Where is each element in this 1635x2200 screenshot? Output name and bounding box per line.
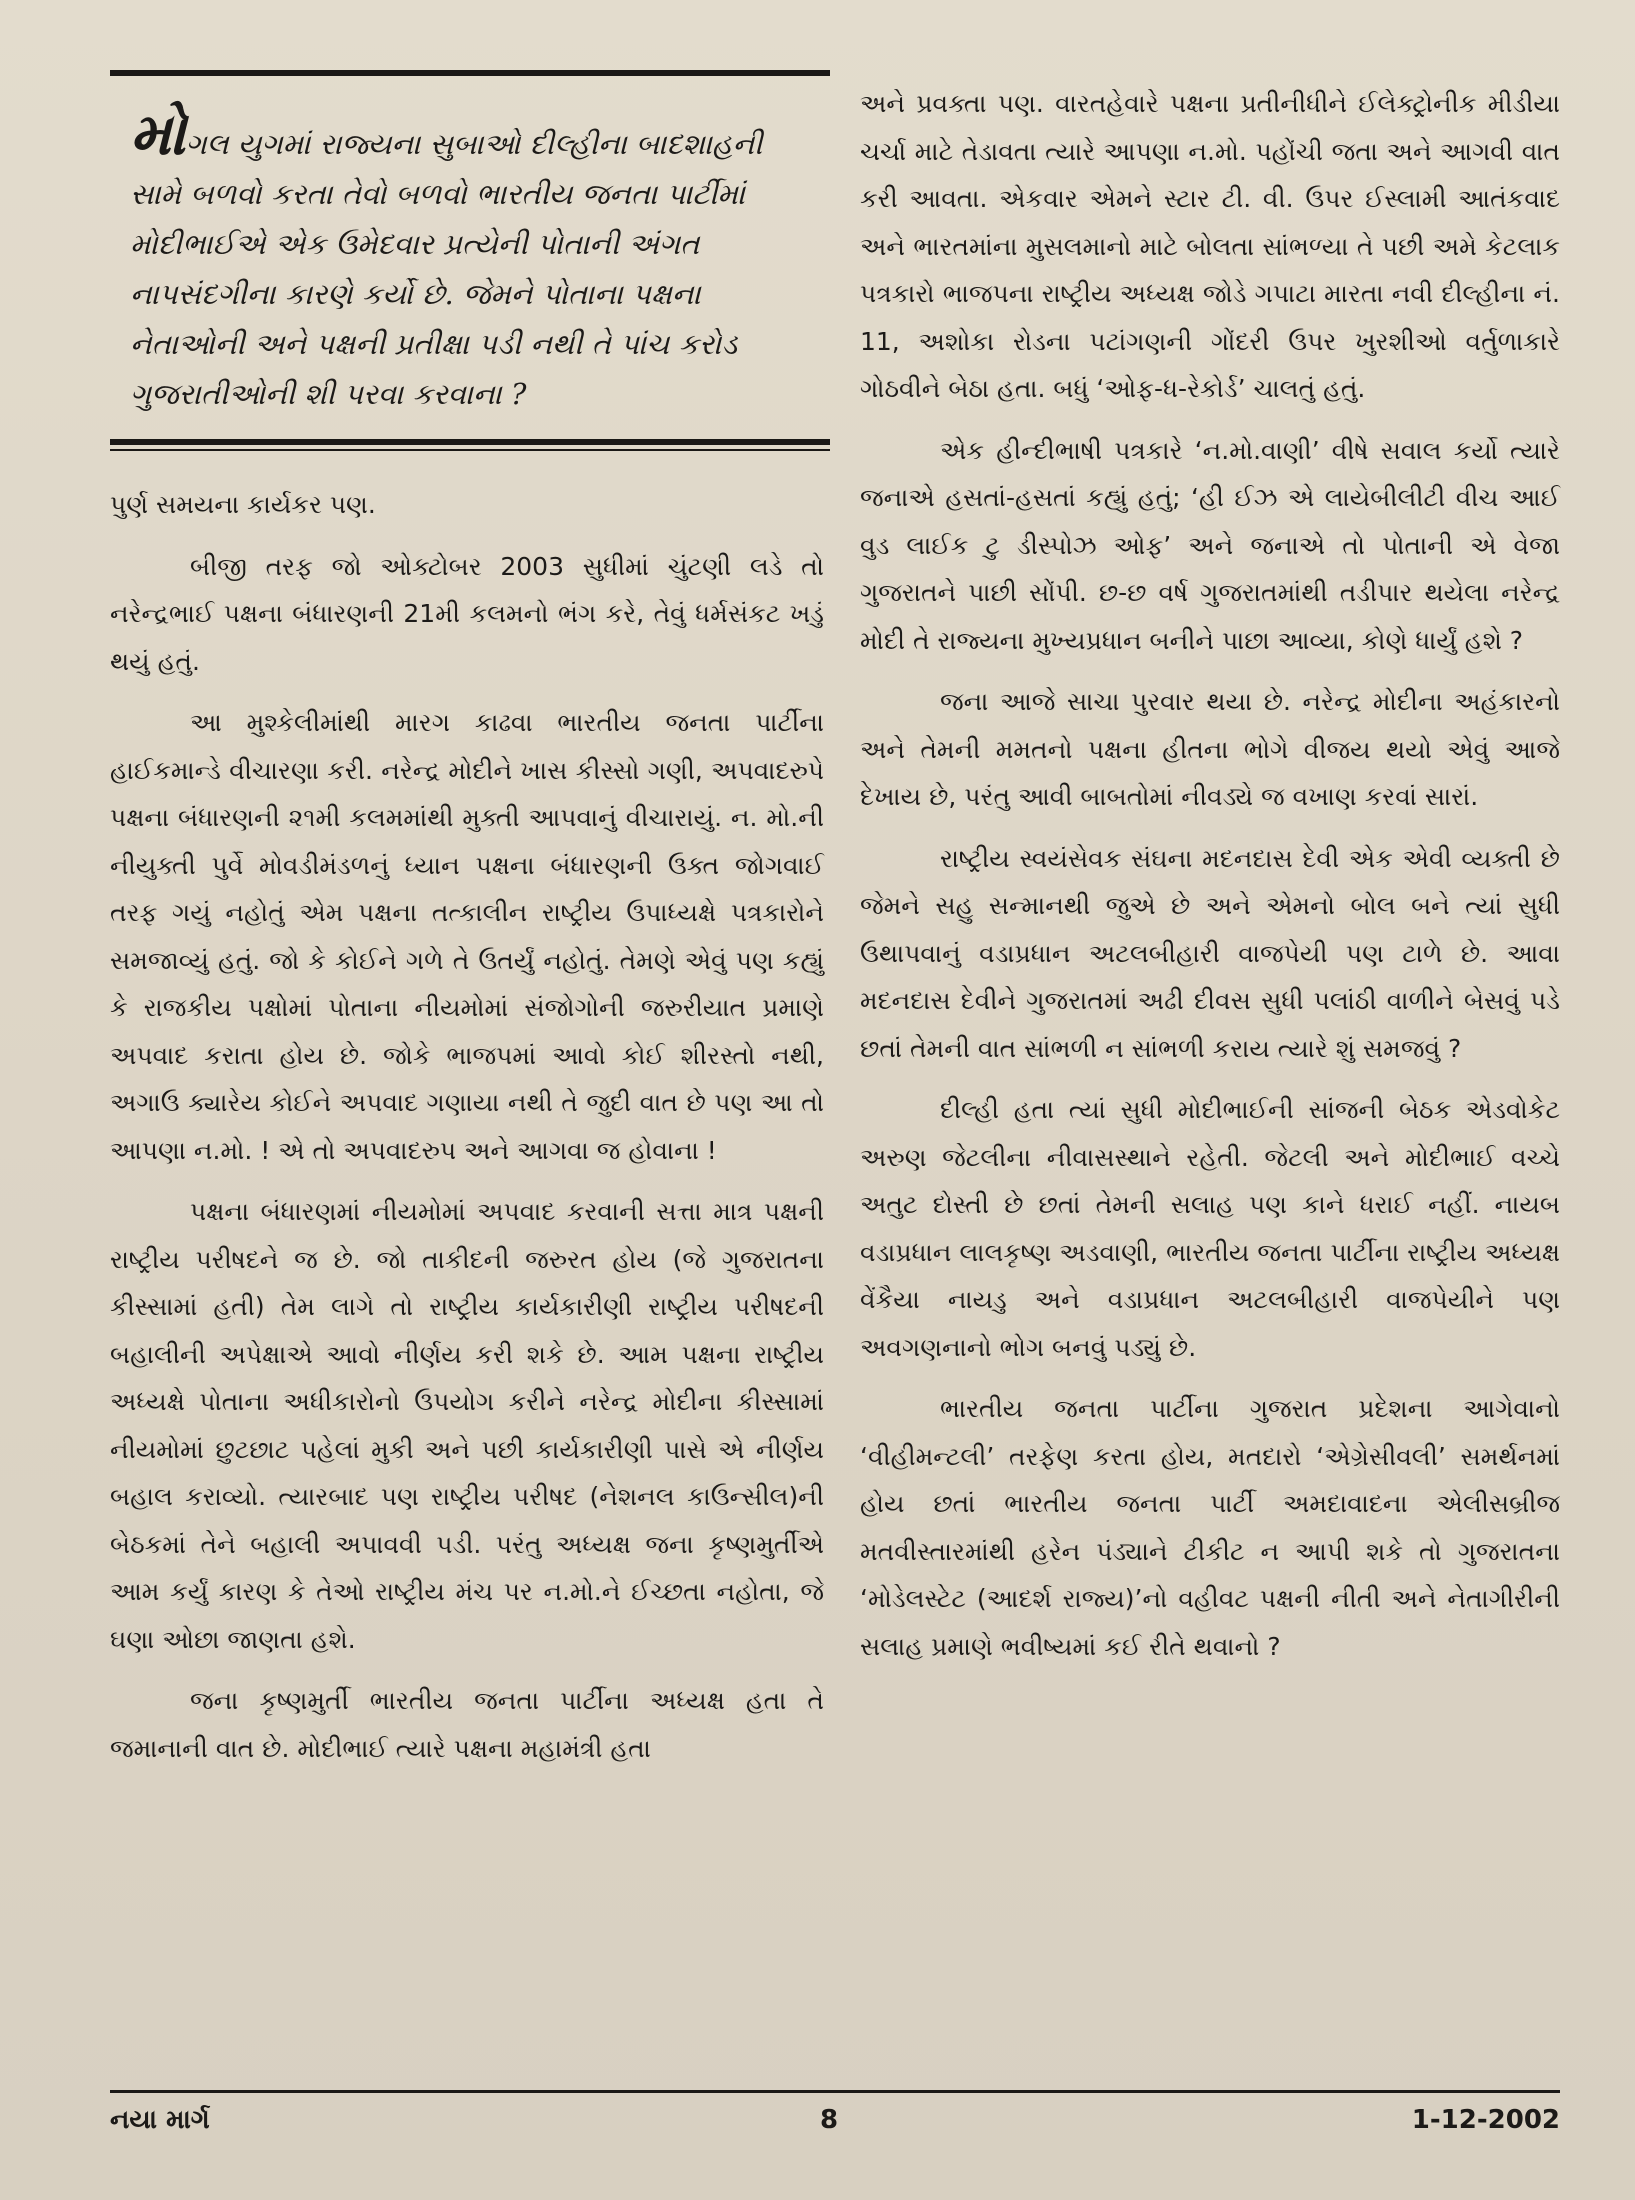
pullquote-bottom-thin-rule [110,449,830,451]
right-paragraph: રાષ્ટ્રીય સ્વયંસેવક સંઘના મદનદાસ દેવી એક એવી વ્યક્તી છે જેમને સહુ સન્માનથી જુએ છે અને એમનો બોલ બને ત્યાં સુધી ઉથાપવાનું વડાપ્રધાન અટલબીહારી વાજપેયી પણ ટાળે છે. આવા મદનદાસ દેવીને ગુજરાતમાં અઢી દીવસ સુધી પલાંઠી વાળીને બેસવું પડે છતાં તેમની વાત સાંભળી ન સાંભળી કરાય ત્યારે શું સમજવું ? [860,843,1560,1063]
pullquote [110,76,830,439]
left-column-body [110,481,830,1772]
right-paragraph: અને પ્રવક્તા પણ. વારતહેવારે પક્ષના પ્રતીનીધીને ઈલેક્ટ્રોનીક મીડીયા ચર્ચા માટે તેડાવતા ત્યારે આપણા ન.મો. પહોંચી જતા અને આગવી વાત કરી આવતા. એકવાર એમને સ્ટાર ટી. વી. ઉપર ઈસ્લામી આતંકવાદ અને ભારતમાંના મુસલમાનો માટે બોલતા સાંભળ્યા તે પછી અમે કેટલાક પત્રકારો ભાજપના રાષ્ટ્રીય અધ્યક્ષ જોડે ગપાટા મારતા નવી દીલ્હીના નં. 11, અશોકા રોડના પટાંગણની ગોંદરી ઉપર ખુરશીઓ વર્તુળાકારે ગોઠવીને બેઠા હતા. બધું ‘ઓફ-ધ-રેકોર્ડ’ ચાલતું હતું. [860,89,1560,403]
pullquote-bottom-rule [110,439,830,445]
right-paragraph: ભારતીય જનતા પાર્ટીના ગુજરાત પ્રદેશના આગેવાનો ‘વીહીમન્ટલી’ તરફેણ કરતા હોય, મતદારો ‘એગ્રેસીવલી’ સમર્થનમાં હોય છતાં ભારતીય જનતા પાર્ટી અમદાવાદના એલીસબ્રીજ મતવીસ્તારમાંથી હરેન પંડ્યાને ટીકીટ ન આપી શકે તો ગુજરાતના ‘મોડેલસ્ટેટ (આદર્શ રાજ્ય)’નો વહીવટ પક્ષની નીતી અને નેતાગીરીની સલાહ પ્રમાણે ભવીષ્યમાં કઈ રીતે થવાનો ? [860,1394,1560,1661]
page-number: 8 [820,2105,839,2135]
footer-rule [110,2090,1560,2093]
left-paragraph: જના કૃષ્ણમુર્તી ભારતીય જનતા પાર્ટીના અધ્યક્ષ હતા તે જમાનાની વાત છે. મોદીભાઈ ત્યારે પક્ષના મહામંત્રી હતા [110,1686,824,1763]
pullquote-text: ગલ યુગમાં રાજ્યના સુબાઓ દીલ્હીના બાદશાહની સામે બળવો કરતા તેવો બળવો ભારતીય જનતા પાર્ટીમાં મોદીભાઈએ એક ઉમેદવાર પ્રત્યેની પોતાની અંગત નાપસંદગીના કારણે કર્યો છે. જેમને પોતાના પક્ષના નેતાઓની અને પક્ષની પ્રતીક્ષા પડી નથી તે પાંચ કરોડ ગુજરાતીઓની શી પરવા કરવાના ? [130,127,763,411]
right-paragraph: એક હીન્દીભાષી પત્રકારે ‘ન.મો.વાણી’ વીષે સવાલ કર્યો ત્યારે જનાએ હસતાં-હસતાં કહ્યું હતું; ‘હી ઈઝ એ લાયેબીલીટી વીચ આઈ વુડ લાઈક ટુ ડીસ્પોઝ ઓફ’ અને જનાએ તો પોતાની એ વેજા ગુજરાતને પાછી સોંપી. છ-છ વર્ષ ગુજરાતમાંથી તડીપાર થયેલા નરેન્દ્ર મોદી તે રાજ્યના મુખ્યપ્રધાન બનીને પાછા આવ્યા, કોણે ધાર્યું હશે ? [860,435,1560,655]
right-paragraph: દીલ્હી હતા ત્યાં સુધી મોદીભાઈની સાંજની બેઠક એડવોકેટ અરુણ જેટલીના નીવાસસ્થાને રહેતી. જેટલી અને મોદીભાઈ વચ્ચે અતુટ દોસ્તી છે છતાં તેમની સલાહ પણ કાને ધરાઈ નહીં. નાયબ વડાપ્રધાન લાલકૃષ્ણ અડવાણી, ભારતીય જનતા પાર્ટીના રાષ્ટ્રીય અધ્યક્ષ વેંકૈયા નાયડુ અને વડાપ્રધાન અટલબીહારી વાજપેયીને પણ અવગણનાનો ભોગ બનવું પડ્યું છે. [860,1095,1560,1362]
left-paragraph: બીજી તરફ જો ઓક્ટોબર 2003 સુધીમાં ચુંટણી લડે તો નરેન્દ્રભાઈ પક્ષના બંધારણની 21મી કલમનો ભંગ કરે, તેવું ધર્મસંકટ ખડું થયું હતું. [110,551,824,676]
left-paragraph: પુર્ણ સમયના કાર્યકર પણ. [110,490,376,519]
left-paragraph: આ મુશ્કેલીમાંથી મારગ કાઢવા ભારતીય જનતા પાર્ટીના હાઈકમાન્ડે વીચારણા કરી. નરેન્દ્ર મોદીને ખાસ કીસ્સો ગણી, અપવાદરુપે પક્ષના બંધારણની ૨૧મી કલમમાંથી મુક્તી આપવાનું વીચારાયું. ન. મો.ની નીયુક્તી પુર્વે મોવડીમંડળનું ધ્યાન પક્ષના બંધારણની ઉક્ત જોગવાઈ તરફ ગયું નહોતું એમ પક્ષના તત્કાલીન રાષ્ટ્રીય ઉપાધ્યક્ષે પત્રકારોને સમજાવ્યું હતું. જો કે કોઈને ગળે તે ઉતર્યું નહોતું. તેમણે એવું પણ કહ્યું કે રાજકીય પક્ષોમાં પોતાના નીયમોમાં સંજોગોની જરુરીયાત પ્રમાણે અપવાદ કરાતા હોય છે. જોકે ભાજપમાં આવો કોઈ શીરસ્તો નથી, અગાઉ ક્યારેય કોઈને અપવાદ ગણાયા નથી તે જુદી વાત છે પણ આ તો આપણા ન.મો. ! એ તો અપવાદરુપ અને આગવા જ હોવાના ! [110,708,824,1165]
left-column [110,70,830,1786]
left-paragraph: પક્ષના બંધારણમાં નીયમોમાં અપવાદ કરવાની સત્તા માત્ર પક્ષની રાષ્ટ્રીય પરીષદને જ છે. જો તાકીદની જરુરત હોય (જે ગુજરાતના કીસ્સામાં હતી) તેમ લાગે તો રાષ્ટ્રીય કાર્યકારીણી રાષ્ટ્રીય પરીષદની બહાલીની અપેક્ષાએ આવો નીર્ણય કરી શકે છે. આમ પક્ષના રાષ્ટ્રીય અધ્યક્ષે પોતાના અધીકારોનો ઉપયોગ કરીને નરેન્દ્ર મોદીના કીસ્સામાં નીયમોમાં છુટછાટ પહેલાં મુકી અને પછી કાર્યકારીણી પાસે એ નીર્ણય બહાલ કરાવ્યો. ત્યારબાદ પણ રાષ્ટ્રીય પરીષદ (નેશનલ કાઉન્સીલ)ની બેઠકમાં તેને બહાલી અપાવવી પડી. પરંતુ અધ્યક્ષ જના કૃષ્ણમુર્તીએ આમ કર્યું કારણ કે તેઓ રાષ્ટ્રીય મંચ પર ન.મો.ને ઈચ્છતા નહોતા, જે ઘણા ઓછા જાણતા હશે. [110,1197,824,1654]
issue-date: 1-12-2002 [1411,2105,1560,2135]
pullquote-dropcap: મો [130,100,186,168]
right-paragraph: જના આજે સાચા પુરવાર થયા છે. નરેન્દ્ર મોદીના અહંકારનો અને તેમની મમતનો પક્ષના હીતના ભોગે વીજય થયો એવું આજે દેખાય છે, પરંતુ આવી બાબતોમાં નીવડ્યે જ વખાણ કરવાં સારાં. [860,687,1560,811]
publication-name: નયા માર્ગ [110,2105,210,2135]
right-column [860,80,1560,1684]
